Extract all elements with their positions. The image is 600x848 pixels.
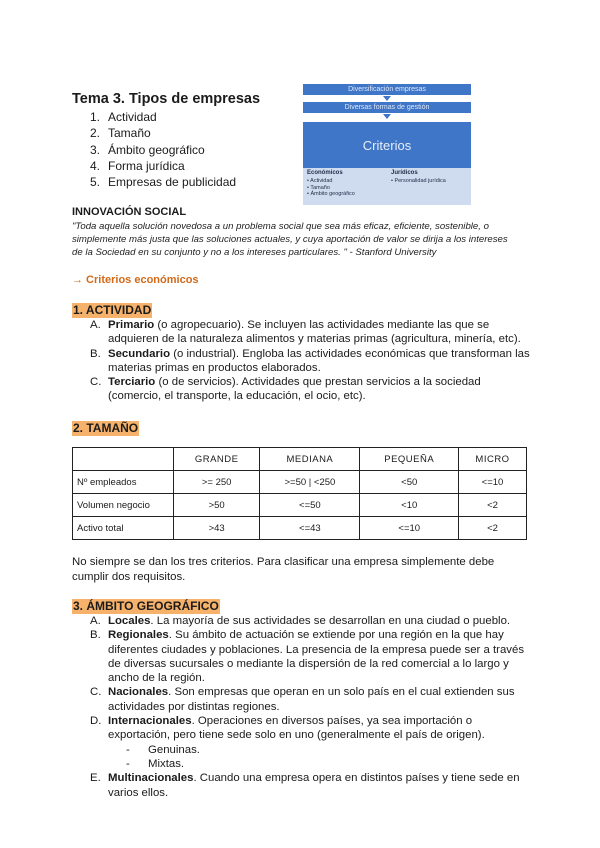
dash-bullet: - bbox=[126, 743, 130, 756]
table-cell: <=10 bbox=[458, 471, 526, 494]
table-header-cell: PEQUEÑA bbox=[360, 448, 459, 471]
topic-number: 2. bbox=[90, 126, 101, 141]
down-arrow-icon bbox=[383, 96, 391, 101]
topic-number: 4. bbox=[90, 158, 101, 173]
sub-item-label: Mixtas. bbox=[148, 757, 185, 770]
table-header-cell: MEDIANA bbox=[260, 448, 360, 471]
list-letter: A. bbox=[90, 615, 101, 627]
list-letter: B. bbox=[90, 347, 101, 360]
topic-label: Empresas de publicidad bbox=[108, 175, 237, 190]
table-cell: >= 250 bbox=[174, 471, 260, 494]
table-cell: <2 bbox=[458, 494, 526, 517]
table-header-cell: MICRO bbox=[458, 448, 526, 471]
page-title: Tema 3. Tipos de empresas bbox=[72, 91, 261, 107]
criteria-table bbox=[303, 168, 471, 205]
management-forms-box: Diversas formas de gestión bbox=[303, 102, 471, 113]
table-cell: Nº empleados bbox=[73, 471, 174, 494]
topic-item bbox=[90, 125, 236, 141]
list-item bbox=[90, 347, 530, 376]
section-heading-size: 2. TAMAÑO bbox=[73, 421, 139, 435]
activity-list bbox=[90, 318, 530, 404]
size-table bbox=[72, 447, 527, 540]
table-cell: <=43 bbox=[260, 517, 360, 540]
topic-item bbox=[90, 109, 236, 125]
topic-label: Forma jurídica bbox=[108, 158, 185, 173]
table-cell: >43 bbox=[174, 517, 260, 540]
list-item bbox=[90, 318, 530, 347]
topic-item bbox=[90, 174, 236, 190]
list-letter: D. bbox=[90, 715, 102, 728]
topic-item bbox=[90, 142, 236, 158]
table-row bbox=[73, 494, 527, 517]
dash-bullet: - bbox=[126, 757, 130, 770]
list-letter: C. bbox=[90, 686, 102, 699]
table-header-row bbox=[73, 448, 527, 471]
topic-number: 3. bbox=[90, 142, 101, 157]
list-term: Terciario bbox=[108, 376, 156, 389]
table-cell: Activo total bbox=[73, 517, 174, 540]
economic-title: Económicos bbox=[307, 170, 343, 176]
legal-item: • Personalidad jurídica bbox=[391, 178, 446, 184]
list-item bbox=[90, 375, 530, 404]
list-item bbox=[90, 714, 530, 743]
topic-number: 5. bbox=[90, 175, 101, 190]
legal-column bbox=[391, 170, 446, 185]
section-heading-activity: 1. ACTIVIDAD bbox=[73, 303, 152, 317]
economic-item: • Tamaño bbox=[307, 184, 330, 191]
criteria-diagram bbox=[303, 84, 471, 205]
economic-column bbox=[307, 170, 355, 198]
table-cell: >=50 | <250 bbox=[260, 471, 360, 494]
topic-list bbox=[90, 109, 236, 190]
innovation-heading: INNOVACIÓN SOCIAL bbox=[72, 206, 187, 218]
list-text: . La mayoría de sus actividades se desarrollan en una ciudad o pueblo. bbox=[150, 615, 511, 627]
table-cell: <2 bbox=[458, 517, 526, 540]
list-letter: E. bbox=[90, 772, 101, 785]
list-term: Nacionales bbox=[108, 686, 169, 699]
topic-label: Ámbito geográfico bbox=[108, 142, 205, 157]
table-cell: <=10 bbox=[360, 517, 459, 540]
list-text: . Son empresas que operan en un solo país en el cual extienden sus actividades por distintas regiones. bbox=[108, 686, 515, 713]
list-term: Internacionales bbox=[108, 715, 192, 728]
list-term: Multinacionales bbox=[108, 772, 194, 785]
economic-item: • Ámbito geográfico bbox=[307, 191, 355, 197]
list-term: Secundario bbox=[108, 347, 171, 360]
legal-title: Jurídicos bbox=[391, 170, 418, 176]
economic-item: • Actividad bbox=[307, 178, 333, 184]
list-text: (o industrial). Engloba las actividades económicas que transforman las materias primas en productos elaborados. bbox=[108, 347, 530, 374]
list-text: (o de servicios). Actividades que prestan servicios a la sociedad (comercio, el transporte, la educación, el ocio, etc). bbox=[108, 376, 481, 403]
economic-criteria-link: → Criterios económicos bbox=[72, 274, 199, 286]
list-item bbox=[90, 771, 530, 800]
sub-list-item bbox=[126, 743, 530, 757]
down-arrow-icon bbox=[383, 114, 391, 119]
list-item bbox=[90, 614, 530, 628]
sub-item-label: Genuinas. bbox=[148, 743, 200, 756]
topic-number: 1. bbox=[90, 110, 101, 124]
table-cell: Volumen negocio bbox=[73, 494, 174, 517]
table-cell: <10 bbox=[360, 494, 459, 517]
list-item bbox=[90, 685, 530, 714]
criteria-box: Criterios bbox=[303, 122, 471, 168]
table-cell: <=50 bbox=[260, 494, 360, 517]
list-letter: A. bbox=[90, 319, 101, 331]
innovation-quote: "Toda aquella solución novedosa a un problema social que sea más eficaz, eficiente, sostenible, o simplemente más justa que las soluciones actuales, y cuya aportación de valor se dirija a los intereses de la Sociedad en su conjunto y no a los intereses particulares. " - Stanford University bbox=[72, 221, 508, 259]
table-row bbox=[73, 517, 527, 540]
table-cell: >50 bbox=[174, 494, 260, 517]
table-header-cell bbox=[73, 448, 174, 471]
list-letter: B. bbox=[90, 629, 101, 642]
section-heading-geographic: 3. ÁMBITO GEOGRÁFICO bbox=[73, 599, 219, 613]
topic-label: Actividad bbox=[108, 110, 157, 124]
list-text: . Su ámbito de actuación se extiende por una región en la que hay diferentes ciudades y poblaciones. La presencia de la empresa puede ser a través de diversas sucursales o mediante la dispersión de la red comercial a lo largo y ancho de la región. bbox=[108, 629, 525, 685]
list-letter: C. bbox=[90, 376, 102, 389]
list-text: . Cuando una empresa opera en distintos países y tiene sede en varios ellos. bbox=[108, 772, 520, 799]
list-term: Primario bbox=[108, 319, 155, 331]
list-text: . Operaciones en diversos países, ya sea importación o exportación, pero tiene sede solo en uno (generalmente el país de origen). bbox=[108, 715, 485, 742]
topic-item bbox=[90, 158, 236, 174]
sub-list-item bbox=[126, 757, 530, 771]
list-term: Locales bbox=[108, 615, 151, 627]
list-text: (o agropecuario). Se incluyen las actividades mediante las que se adquieren de la naturaleza alimentos y materias primas (agricultura, minería, etc). bbox=[108, 319, 521, 346]
table-header-cell: GRANDE bbox=[174, 448, 260, 471]
list-term: Regionales bbox=[108, 629, 169, 642]
size-note: No siempre se dan los tres criterios. Para clasificar una empresa simplemente debe cumplir dos requisitos. bbox=[72, 556, 495, 583]
list-item bbox=[90, 628, 530, 685]
topic-label: Tamaño bbox=[108, 126, 151, 141]
diversification-box: Diversificación empresas bbox=[303, 84, 471, 95]
table-cell: <50 bbox=[360, 471, 459, 494]
geographic-list bbox=[90, 614, 530, 800]
table-row bbox=[73, 471, 527, 494]
